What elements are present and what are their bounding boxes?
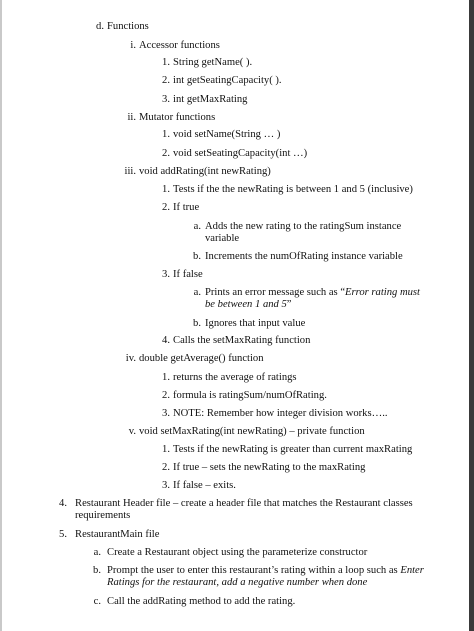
outline-text-italic: Ratings for the restaurant, add a negative number when done: [107, 577, 368, 588]
outline-text: [173, 479, 236, 492]
outline-text: [173, 371, 297, 384]
outline-text: [173, 74, 282, 87]
outline-marker: 2.: [162, 390, 170, 401]
outline-marker: 1.: [162, 129, 170, 140]
outline-text-plain: variable: [205, 233, 240, 244]
outline-text: [173, 461, 365, 474]
outline-text: [173, 93, 247, 106]
outline-text: [75, 528, 159, 541]
outline-marker: 4.: [59, 498, 67, 509]
outline-text-plain: Call the addRating method to add the rating.: [107, 596, 296, 607]
outline-text: [173, 268, 203, 281]
outline-marker: 2.: [162, 75, 170, 86]
outline-text: [107, 20, 149, 33]
outline-text: [75, 509, 130, 522]
outline-marker: 3.: [162, 480, 170, 491]
outline-text-plain: Tests if the newRating is greater than current maxRating: [173, 444, 413, 455]
outline-text: [139, 352, 264, 365]
outline-marker: a.: [193, 287, 201, 298]
outline-text-plain: int getMaxRating: [173, 94, 248, 105]
outline-marker: 1.: [162, 372, 170, 383]
outline-text-plain: Calls the setMaxRating function: [173, 335, 311, 346]
outline-marker: ii.: [127, 112, 136, 123]
outline-text: [205, 232, 239, 245]
outline-text: [205, 317, 305, 330]
outline-text-plain: requirements: [75, 510, 131, 521]
outline-text: [205, 298, 292, 311]
outline-text-plain: void setSeatingCapacity(int …): [173, 148, 308, 159]
outline-text-plain: Ignores that input value: [205, 318, 306, 329]
outline-marker: i.: [130, 40, 136, 51]
outline-text-plain: void setMaxRating(int newRating) – private function: [139, 426, 365, 437]
outline-text-plain: NOTE: Remember how integer division works…..: [173, 408, 388, 419]
outline-text-plain: Prints an error message such as “: [205, 287, 346, 298]
outline-text-plain: If false: [173, 269, 203, 280]
page-edge-left: [0, 0, 2, 631]
outline-text: [173, 128, 280, 141]
outline-marker: c.: [93, 596, 101, 607]
outline-text-italic: Error rating must: [345, 287, 420, 298]
outline-marker: a.: [93, 547, 101, 558]
outline-text-plain: If true – sets the newRating to the maxRating: [173, 462, 366, 473]
outline-marker: b.: [193, 318, 201, 329]
outline-text-plain: Adds the new rating to the ratingSum instance: [205, 221, 402, 232]
outline-marker: 1.: [162, 444, 170, 455]
outline-text-plain: formula is ratingSum/numOfRating.: [173, 390, 327, 401]
outline-text-plain: Restaurant Header file – create a header file that matches the Restaurant classes: [75, 498, 413, 509]
outline-text-plain: If false – exits.: [173, 480, 236, 491]
outline-text-plain: Functions: [107, 21, 149, 32]
outline-text: [173, 183, 413, 196]
outline-marker: 5.: [59, 529, 67, 540]
outline-text: [139, 111, 215, 124]
outline-text-plain: If true: [173, 202, 200, 213]
outline-text: [107, 576, 367, 589]
outline-marker: a.: [193, 221, 201, 232]
outline-text: [107, 546, 367, 559]
outline-text: [173, 443, 412, 456]
outline-marker: 2.: [162, 462, 170, 473]
outline-text-plain: int getSeatingCapacity( ).: [173, 75, 282, 86]
outline-text-plain: void setName(String … ): [173, 129, 281, 140]
outline-text-italic: Enter: [400, 565, 424, 576]
outline-text-plain: double getAverage() function: [139, 353, 264, 364]
outline-text-plain: void addRating(int newRating): [139, 166, 271, 177]
outline-marker: b.: [193, 251, 201, 262]
outline-text: [107, 595, 295, 608]
outline-text-after: ”: [286, 299, 292, 310]
outline-text: [205, 250, 403, 263]
outline-text-plain: Tests if the the newRating is between 1 and 5 (inclusive): [173, 184, 413, 195]
page-edge-right: [469, 0, 474, 631]
outline-text: [173, 56, 252, 69]
outline-marker: iv.: [125, 353, 136, 364]
outline-text: [173, 389, 327, 402]
outline-text: [139, 425, 365, 438]
outline-marker: 2.: [162, 148, 170, 159]
outline-marker: v.: [128, 426, 136, 437]
outline-marker: 3.: [162, 408, 170, 419]
outline-text: [139, 39, 220, 52]
outline-text-plain: Accessor functions: [139, 40, 220, 51]
outline-text-plain: Prompt the user to enter this restaurant’s rating within a loop such as: [107, 565, 401, 576]
outline-text: [173, 334, 310, 347]
outline-marker: b.: [93, 565, 101, 576]
outline-marker: 3.: [162, 269, 170, 280]
outline-text: [139, 165, 271, 178]
outline-text-plain: Increments the numOfRating instance variable: [205, 251, 403, 262]
outline-marker: 3.: [162, 94, 170, 105]
outline-marker: iii.: [124, 166, 136, 177]
outline-text: [173, 407, 388, 420]
outline-text-plain: returns the average of ratings: [173, 372, 297, 383]
outline-text-italic: be between 1 and 5: [205, 299, 287, 310]
outline-marker: 2.: [162, 202, 170, 213]
outline-text-plain: String getName( ).: [173, 57, 253, 68]
outline-marker: 4.: [162, 335, 170, 346]
outline-text-plain: Mutator functions: [139, 112, 216, 123]
outline-marker: 1.: [162, 57, 170, 68]
outline-text-plain: RestaurantMain file: [75, 529, 160, 540]
outline-text-plain: Create a Restaurant object using the parameterize constructor: [107, 547, 368, 558]
outline-marker: d.: [96, 21, 104, 32]
outline-text: [173, 147, 307, 160]
outline-text: [173, 201, 199, 214]
outline-marker: 1.: [162, 184, 170, 195]
